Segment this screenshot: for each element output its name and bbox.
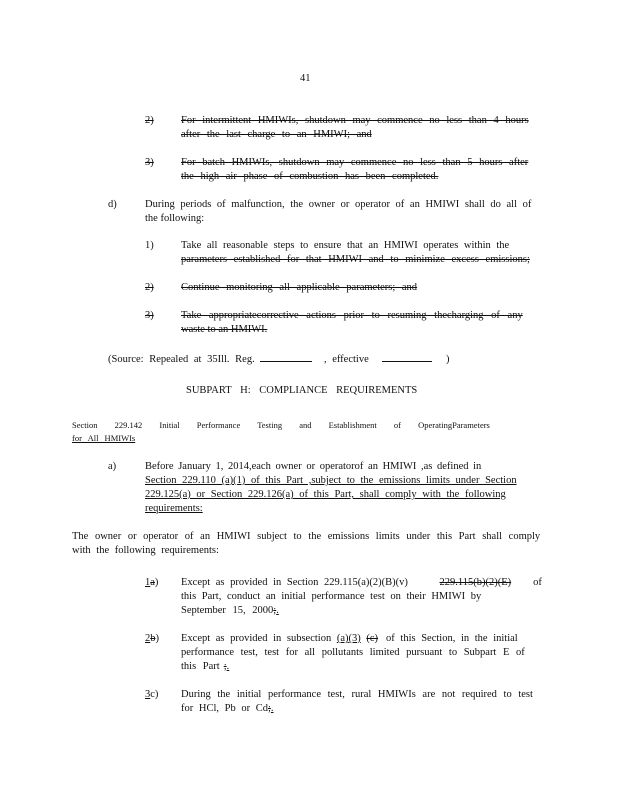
- req-3-inserted-period: .: [270, 703, 274, 714]
- req-2-num-deleted: b: [150, 633, 156, 644]
- subsection-a-line-3: 229.125(a) or Section 229.126(a) of this Part, shall comply with the following: [145, 489, 506, 500]
- req-1-deleted-semicolon: ;: [273, 605, 277, 616]
- subsection-a-line-1: Before January 1, 2014,each owner or operatorof an HMIWI ,as defined in: [145, 461, 482, 472]
- req-3-deleted-semicolon: ;: [267, 703, 271, 714]
- req-3-num-rest: c): [150, 689, 159, 700]
- body-paragraph-line-2: with the following requirements:: [72, 545, 219, 556]
- req-2-text-a: Except as provided in subsection: [181, 633, 332, 644]
- item-d1-line-1: Take all reasonable steps to ensure that an HMIWI operates within the: [181, 240, 510, 251]
- register-blank: [260, 350, 312, 362]
- req-2-text-b: of this Section, in the initial: [386, 633, 518, 644]
- requirement-1-line-2: this Part, conduct an initial performance test on their HMIWI by: [181, 591, 482, 602]
- item-2-line-1: For intermittent HMIWIs, shutdown may commence no less than 4 hours: [181, 115, 529, 126]
- item-d2-number: 2): [145, 282, 154, 293]
- item-3-number: 3): [145, 157, 154, 168]
- req-1-date: September 15, 2000: [181, 605, 274, 616]
- req-2-inserted-period: .: [226, 661, 230, 672]
- page-number: 41: [300, 73, 311, 84]
- item-3-line-1: For batch HMIWIs, shutdown may commence no less than 5 hours after: [181, 157, 529, 168]
- req-2-part: this Part: [181, 661, 220, 672]
- item-2-number: 2): [145, 115, 154, 126]
- item-d2-text: Continue monitoring all applicable parameters; and: [181, 282, 418, 293]
- subsection-a-line-2: Section 229.110 (a)(1) of this Part ,subject to the emissions limits under Section: [145, 475, 517, 486]
- item-d1-number: 1): [145, 240, 154, 251]
- subsection-d-line-1: During periods of malfunction, the owner or operator of an HMIWI shall do all of: [145, 199, 532, 210]
- subsection-a-line-4: requirements:: [145, 503, 203, 514]
- req-1-deleted-citation: 229.115(b)(2)(E): [439, 577, 512, 588]
- subpart-heading: SUBPART H: COMPLIANCE REQUIREMENTS: [186, 385, 418, 396]
- subsection-d-label: d): [108, 199, 117, 210]
- requirement-1-number: [145, 576, 158, 590]
- req-1-inserted-period: .: [276, 605, 279, 616]
- effective-date-blank: [382, 350, 432, 362]
- requirement-1-line-1: [181, 576, 542, 590]
- req-1-num-paren: ): [154, 577, 159, 588]
- req-1-num-inserted: 1: [145, 577, 151, 588]
- subsection-d-line-2: the following:: [145, 213, 205, 224]
- req-3-pollutants: for HCl, Pb or Cd: [181, 703, 268, 714]
- item-d3-line-1: Take appropriatecorrective actions prior to resuming thecharging of any: [181, 310, 523, 321]
- item-d3-line-2: waste to an HMIWI.: [181, 324, 268, 335]
- item-d3-number: 3): [145, 310, 154, 321]
- subsection-a-label: a): [108, 461, 117, 472]
- requirement-2-line-1: [181, 632, 518, 646]
- requirement-3-line-2: [181, 702, 274, 716]
- requirement-2-line-3: [181, 660, 229, 674]
- item-2-line-2: after the last charge to an HMIWI; and: [181, 129, 372, 140]
- req-2-inserted-ref: (a)(3): [336, 633, 361, 644]
- section-heading-line-2: [72, 432, 163, 444]
- req-2-deleted-ref: (c): [366, 633, 379, 644]
- body-paragraph-line-1: The owner or operator of an HMIWI subject to the emissions limits under this Part shall comply: [72, 531, 541, 542]
- req-2-num-paren: ): [155, 633, 159, 644]
- requirement-3-line-1: During the initial performance test, rural HMIWIs are not required to test: [181, 689, 533, 700]
- req-2-deleted-semicolon: ;: [223, 661, 227, 672]
- source-note: [108, 350, 450, 367]
- requirement-2-number: [145, 632, 159, 646]
- requirement-1-line-3: [181, 604, 279, 618]
- item-3-line-2: the high air phase of combustion has been completed.: [181, 171, 439, 182]
- item-d1-line-2: parameters established for that HMIWI and to minimize excess emissions;: [181, 254, 530, 265]
- source-close: ): [446, 354, 450, 365]
- req-3-num-inserted: 3: [145, 689, 151, 700]
- req-1-text-a: Except as provided in Section 229.115(a)(2)(B)(v): [181, 577, 408, 588]
- requirement-3-number: [145, 688, 158, 702]
- source-prefix: (Source: Repealed at 35Ill. Reg.: [108, 354, 255, 365]
- req-1-text-b: of: [533, 577, 542, 588]
- req-1-num-deleted: a: [150, 577, 155, 588]
- source-effective: , effective: [323, 354, 369, 365]
- section-heading-line-1: Section 229.142 Initial Performance Testing and Establishment of OperatingParameters: [72, 420, 490, 430]
- req-2-num-inserted: 2: [145, 633, 151, 644]
- section-heading-subtitle: for All HMIWIs: [72, 433, 136, 443]
- requirement-2-line-2: performance test, test for all pollutants limited pursuant to Subpart E of: [181, 647, 525, 658]
